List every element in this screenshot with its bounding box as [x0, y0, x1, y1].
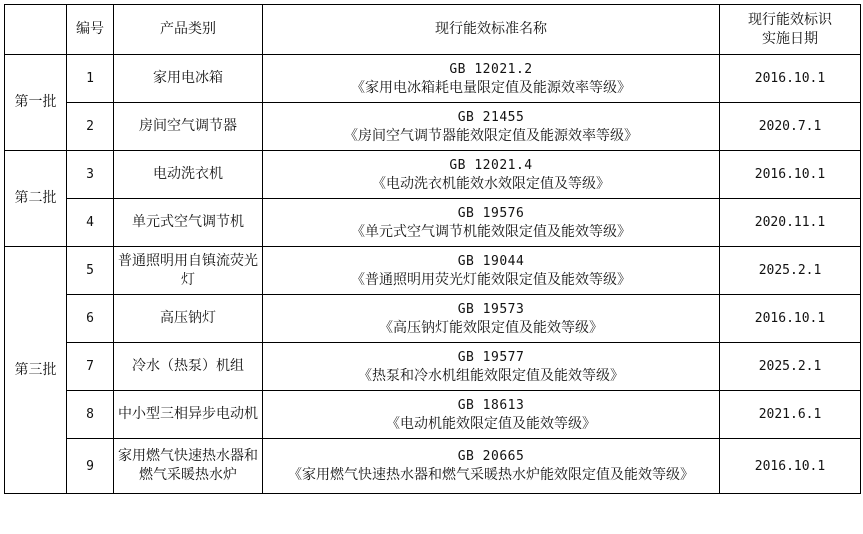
standard-title: 《单元式空气调节机能效限定值及能效等级》 [351, 223, 631, 240]
standard-title: 《家用燃气快速热水器和燃气采暖热水炉能效限定值及能效等级》 [288, 467, 694, 483]
standard-cell [263, 343, 720, 391]
header-row [5, 5, 861, 55]
table-row [5, 439, 861, 494]
table-row [5, 343, 861, 391]
standard-title: 《电动机能效限定值及能效等级》 [386, 415, 596, 432]
product-category: 家用燃气快速热水器和燃气采暖热水炉 [114, 439, 263, 494]
header-standard-name: 现行能效标准名称 [263, 5, 720, 55]
implementation-date: 2016.10.1 [720, 55, 861, 103]
standard-cell [263, 295, 720, 343]
product-category: 冷水（热泵）机组 [114, 343, 263, 391]
table-row [5, 247, 861, 295]
standard-code: GB 20665 [457, 449, 525, 464]
header-number: 编号 [67, 5, 114, 55]
table-row [5, 55, 861, 103]
row-number: 8 [67, 391, 114, 439]
standard-title: 《热泵和冷水机组能效限定值及能效等级》 [358, 367, 624, 384]
product-category: 高压钠灯 [114, 295, 263, 343]
implementation-date: 2016.10.1 [720, 295, 861, 343]
standard-code: GB 19573 [457, 301, 525, 317]
header-implementation-date: 现行能效标识 实施日期 [720, 5, 861, 55]
table-row [5, 295, 861, 343]
table-row [5, 391, 861, 439]
implementation-date: 2020.7.1 [720, 103, 861, 151]
header-batch [5, 5, 67, 55]
implementation-date: 2025.2.1 [720, 343, 861, 391]
standard-cell [263, 247, 720, 295]
standard-cell [263, 439, 720, 494]
row-number: 3 [67, 151, 114, 199]
standard-title: 《家用电冰箱耗电量限定值及能源效率等级》 [351, 79, 631, 96]
product-category: 普通照明用自镇流荧光灯 [114, 247, 263, 295]
standard-code: GB 19576 [457, 205, 525, 221]
standard-cell [263, 103, 720, 151]
product-category: 单元式空气调节机 [114, 199, 263, 247]
row-number: 9 [67, 439, 114, 494]
product-category: 家用电冰箱 [114, 55, 263, 103]
row-number: 4 [67, 199, 114, 247]
standard-cell [263, 391, 720, 439]
standard-code: GB 12021.4 [449, 157, 533, 173]
product-category: 电动洗衣机 [114, 151, 263, 199]
table-row [5, 199, 861, 247]
batch-label: 第三批 [5, 247, 67, 494]
standard-cell [263, 199, 720, 247]
standard-title: 《电动洗衣机能效水效限定值及等级》 [372, 175, 610, 192]
row-number: 2 [67, 103, 114, 151]
row-number: 7 [67, 343, 114, 391]
product-category: 房间空气调节器 [114, 103, 263, 151]
implementation-date: 2021.6.1 [720, 391, 861, 439]
implementation-date: 2025.2.1 [720, 247, 861, 295]
product-category: 中小型三相异步电动机 [114, 391, 263, 439]
implementation-date: 2020.11.1 [720, 199, 861, 247]
header-product-category: 产品类别 [114, 5, 263, 55]
standard-code: GB 18613 [457, 397, 525, 413]
table-row [5, 151, 861, 199]
implementation-date: 2016.10.1 [720, 439, 861, 494]
batch-label: 第一批 [5, 55, 67, 151]
energy-label-table [4, 4, 861, 494]
implementation-date: 2016.10.1 [720, 151, 861, 199]
batch-label: 第二批 [5, 151, 67, 247]
row-number: 5 [67, 247, 114, 295]
standard-title: 《普通照明用荧光灯能效限定值及能效等级》 [351, 271, 631, 288]
standard-cell [263, 151, 720, 199]
standard-code: GB 12021.2 [449, 61, 533, 77]
standard-code: GB 19577 [457, 349, 525, 365]
standard-cell [263, 55, 720, 103]
standard-code: GB 19044 [457, 253, 525, 269]
standard-title: 《房间空气调节器能效限定值及能源效率等级》 [344, 127, 638, 144]
table-row [5, 103, 861, 151]
standard-title: 《高压钠灯能效限定值及能效等级》 [379, 319, 603, 336]
standard-code: GB 21455 [457, 109, 525, 125]
row-number: 1 [67, 55, 114, 103]
row-number: 6 [67, 295, 114, 343]
